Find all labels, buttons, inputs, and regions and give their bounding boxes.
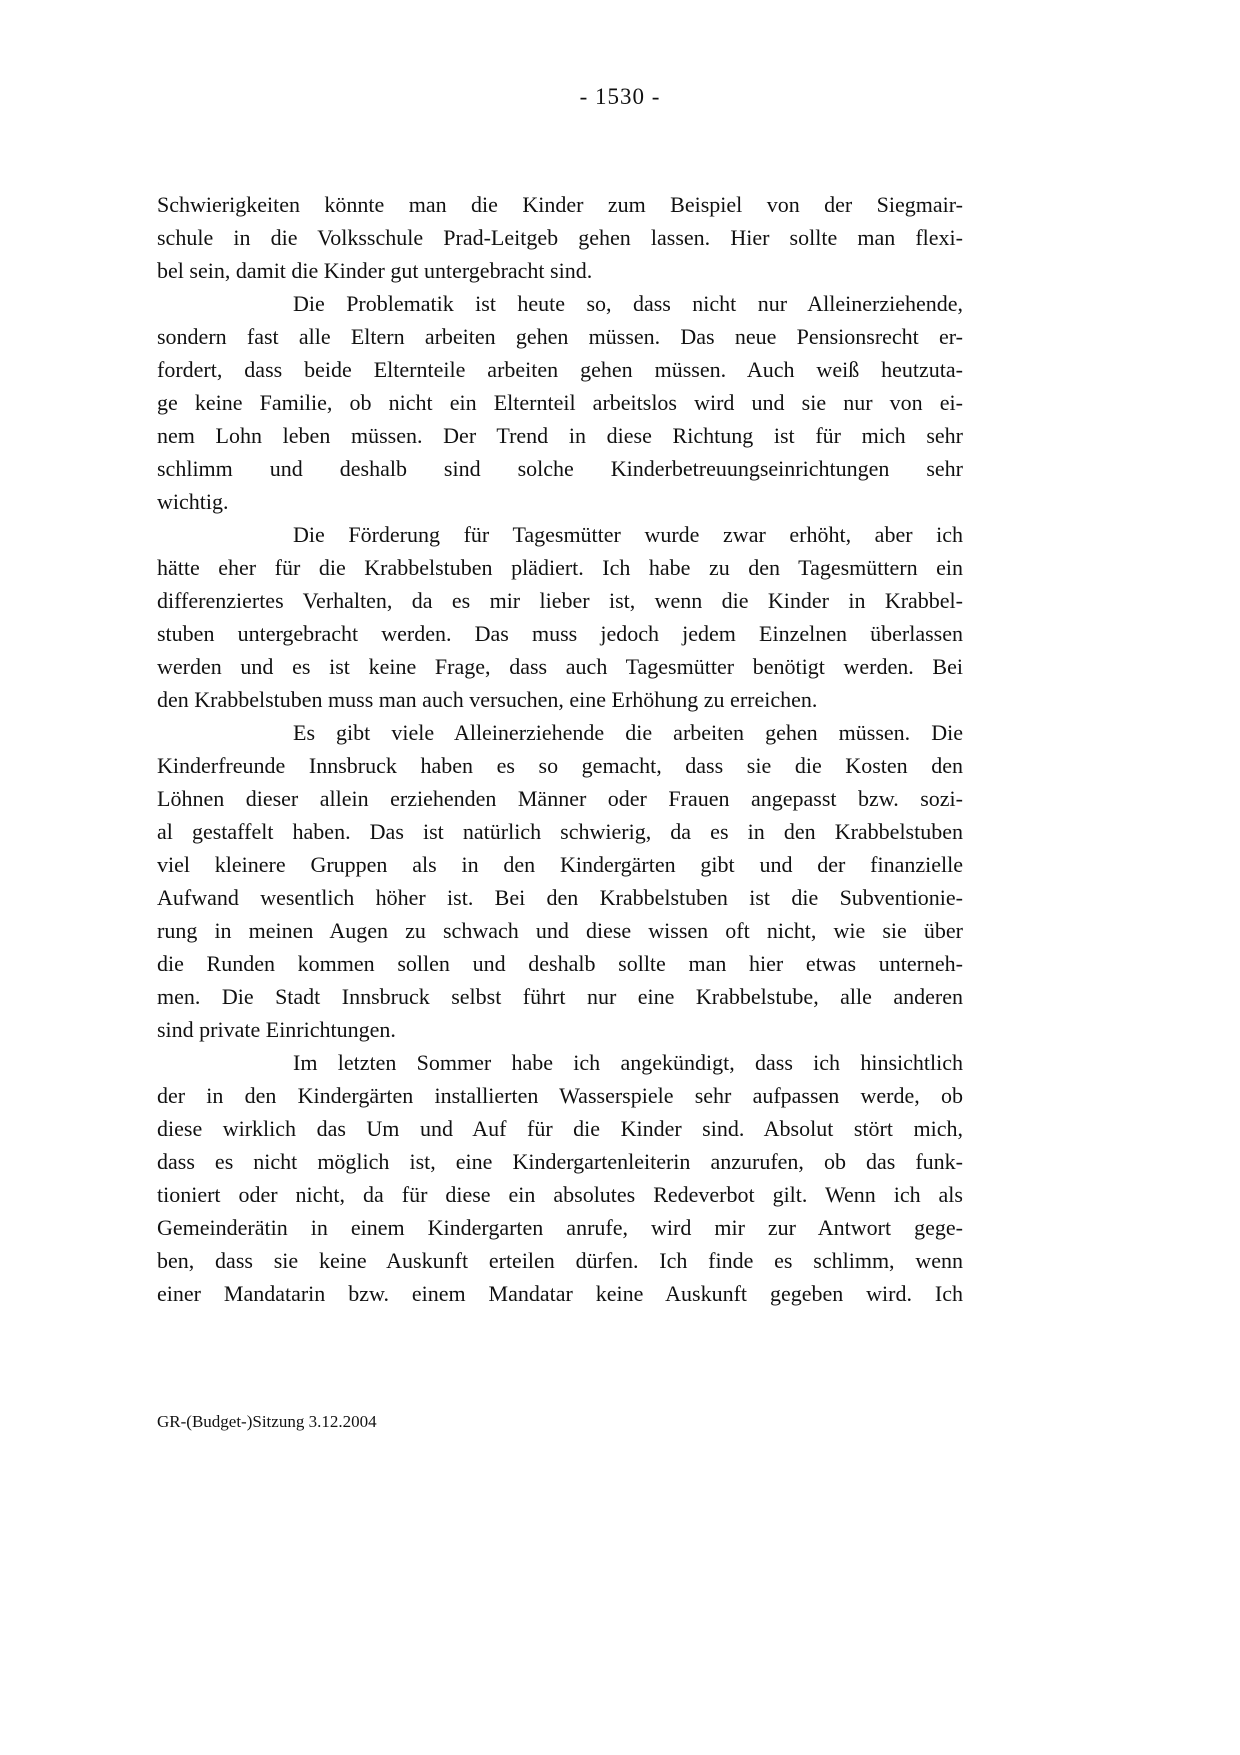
text-line: Im letzten Sommer habe ich angekündigt, dass ich hinsichtlich <box>293 1050 963 1075</box>
text-line: stuben untergebracht werden. Das muss jedoch jedem Einzelnen überlassen <box>157 621 963 646</box>
text-line: Es gibt viele Alleinerziehende die arbeiten gehen müssen. Die <box>293 720 963 745</box>
text-line: al gestaffelt haben. Das ist natürlich schwierig, da es in den Krabbelstuben <box>157 819 963 844</box>
paragraph <box>157 188 963 287</box>
text-line: Aufwand wesentlich höher ist. Bei den Krabbelstuben ist die Subventionie- <box>157 885 963 910</box>
paragraph <box>157 518 963 716</box>
paragraph <box>157 716 963 1046</box>
text-line: der in den Kindergärten installierten Wasserspiele sehr aufpassen werde, ob <box>157 1083 963 1108</box>
text-line: werden und es ist keine Frage, dass auch Tagesmütter benötigt werden. Bei <box>157 654 963 679</box>
text-line: schule in die Volksschule Prad-Leitgeb gehen lassen. Hier sollte man flexi- <box>157 225 963 250</box>
text-line: die Runden kommen sollen und deshalb sollte man hier etwas unterneh- <box>157 951 963 976</box>
text-line: Die Förderung für Tagesmütter wurde zwar erhöht, aber ich <box>293 522 963 547</box>
text-line: differenziertes Verhalten, da es mir lieber ist, wenn die Kinder in Krabbel- <box>157 588 963 613</box>
text-line: fordert, dass beide Elternteile arbeiten gehen müssen. Auch weiß heutzuta- <box>157 357 963 382</box>
body-text <box>157 188 963 1310</box>
page-number: - 1530 - <box>579 84 661 109</box>
text-line: Die Problematik ist heute so, dass nicht nur Alleinerziehende, <box>293 291 963 316</box>
paragraph <box>157 1046 963 1310</box>
text-line: nem Lohn leben müssen. Der Trend in diese Richtung ist für mich sehr <box>157 423 963 448</box>
text-line: hätte eher für die Krabbelstuben plädiert. Ich habe zu den Tagesmüttern ein <box>157 555 963 580</box>
text-line: tioniert oder nicht, da für diese ein absolutes Redeverbot gilt. Wenn ich als <box>157 1182 963 1207</box>
paragraph <box>157 287 963 518</box>
text-line: wichtig. <box>157 489 229 514</box>
text-line: Kinderfreunde Innsbruck haben es so gemacht, dass sie die Kosten den <box>157 753 963 778</box>
text-line: einer Mandatarin bzw. einem Mandatar keine Auskunft gegeben wird. Ich <box>157 1281 963 1306</box>
text-line: sondern fast alle Eltern arbeiten gehen müssen. Das neue Pensionsrecht er- <box>157 324 963 349</box>
text-line: Löhnen dieser allein erziehenden Männer oder Frauen angepasst bzw. sozi- <box>157 786 963 811</box>
text-line: viel kleinere Gruppen als in den Kindergärten gibt und der finanzielle <box>157 852 963 877</box>
text-line: rung in meinen Augen zu schwach und diese wissen oft nicht, wie sie über <box>157 918 963 943</box>
text-line: Schwierigkeiten könnte man die Kinder zum Beispiel von der Siegmair- <box>157 192 963 217</box>
text-line: schlimm und deshalb sind solche Kinderbetreuungseinrichtungen sehr <box>157 456 963 481</box>
text-line: den Krabbelstuben muss man auch versuchen, eine Erhöhung zu erreichen. <box>157 687 818 712</box>
text-line: ge keine Familie, ob nicht ein Elternteil arbeitslos wird und sie nur von ei- <box>157 390 963 415</box>
footer-session-label: GR-(Budget-)Sitzung 3.12.2004 <box>157 1412 377 1431</box>
text-line: men. Die Stadt Innsbruck selbst führt nur eine Krabbelstube, alle anderen <box>157 984 963 1009</box>
text-line: diese wirklich das Um und Auf für die Kinder sind. Absolut stört mich, <box>157 1116 963 1141</box>
text-line: dass es nicht möglich ist, eine Kindergartenleiterin anzurufen, ob das funk- <box>157 1149 963 1174</box>
text-line: Gemeinderätin in einem Kindergarten anrufe, wird mir zur Antwort gege- <box>157 1215 963 1240</box>
text-line: bel sein, damit die Kinder gut untergebracht sind. <box>157 258 593 283</box>
text-line: sind private Einrichtungen. <box>157 1017 396 1042</box>
text-line: ben, dass sie keine Auskunft erteilen dürfen. Ich finde es schlimm, wenn <box>157 1248 963 1273</box>
